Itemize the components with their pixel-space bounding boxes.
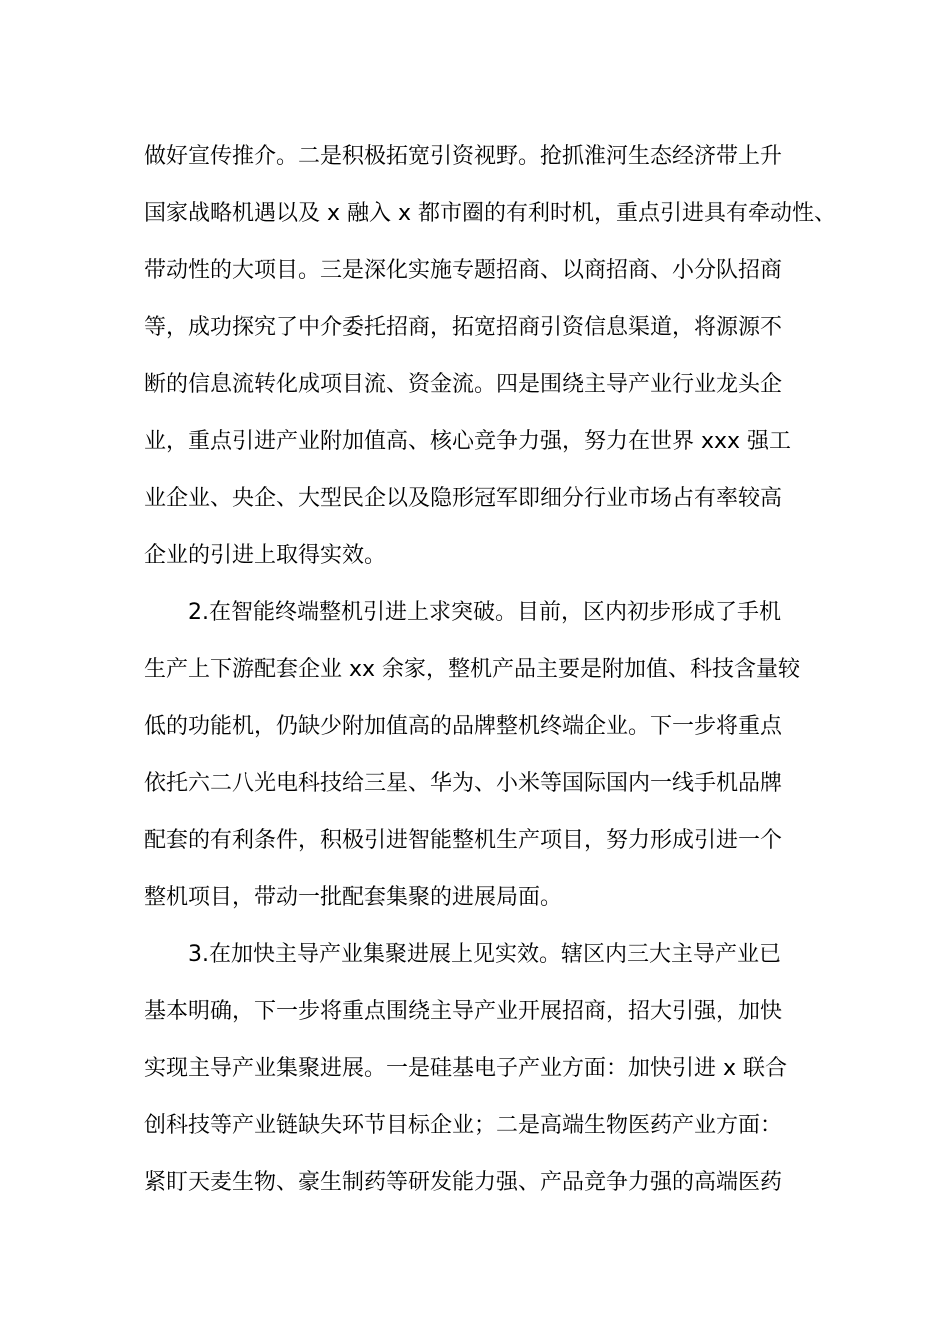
text-line: 国家战略机遇以及 x 融入 x 都市圈的有利时机，重点引进具有牵动性、: [144, 201, 837, 226]
text-line: 紧盯天麦生物、豪生制药等研发能力强、产品竞争力强的高端医药: [144, 1170, 783, 1195]
text-line: 基本明确，下一步将重点围绕主导产业开展招商，招大引强，加快: [144, 999, 783, 1024]
text-line: 整机项目，带动一批配套集聚的进展局面。: [144, 885, 563, 910]
text-line: 生产上下游配套企业 xx 余家，整机产品主要是附加值、科技含量较: [144, 657, 801, 682]
paragraph-start-line: 3.在加快主导产业集聚进展上见实效。辖区内三大主导产业已: [188, 942, 781, 967]
text-line: 带动性的大项目。三是深化实施专题招商、以商招商、小分队招商: [144, 258, 783, 283]
text-line: 实现主导产业集聚进展。一是硅基电子产业方面：加快引进 x 联合: [144, 1056, 788, 1081]
text-line: 业，重点引进产业附加值高、核心竞争力强，努力在世界 xxx 强工: [144, 429, 792, 454]
text-line: 断的信息流转化成项目流、资金流。四是围绕主导产业行业龙头企: [144, 372, 783, 397]
text-line: 依托六二八光电科技给三星、华为、小米等国际国内一线手机品牌: [144, 771, 783, 796]
text-line: 企业的引进上取得实效。: [144, 543, 387, 568]
text-line: 低的功能机，仍缺少附加值高的品牌整机终端企业。下一步将重点: [144, 714, 783, 739]
text-line: 等，成功探究了中介委托招商，拓宽招商引资信息渠道，将源源不: [144, 315, 783, 340]
text-line: 创科技等产业链缺失环节目标企业；二是高端生物医药产业方面：: [144, 1113, 783, 1138]
text-line: 做好宣传推介。二是积极拓宽引资视野。抢抓淮河生态经济带上升: [144, 144, 783, 169]
paragraph-start-line: 2.在智能终端整机引进上求突破。目前，区内初步形成了手机: [188, 600, 781, 625]
document-body: [144, 128, 837, 1211]
text-line: 业企业、央企、大型民企以及隐形冠军即细分行业市场占有率较高: [144, 486, 783, 511]
text-line: 配套的有利条件，积极引进智能整机生产项目，努力形成引进一个: [144, 828, 783, 853]
